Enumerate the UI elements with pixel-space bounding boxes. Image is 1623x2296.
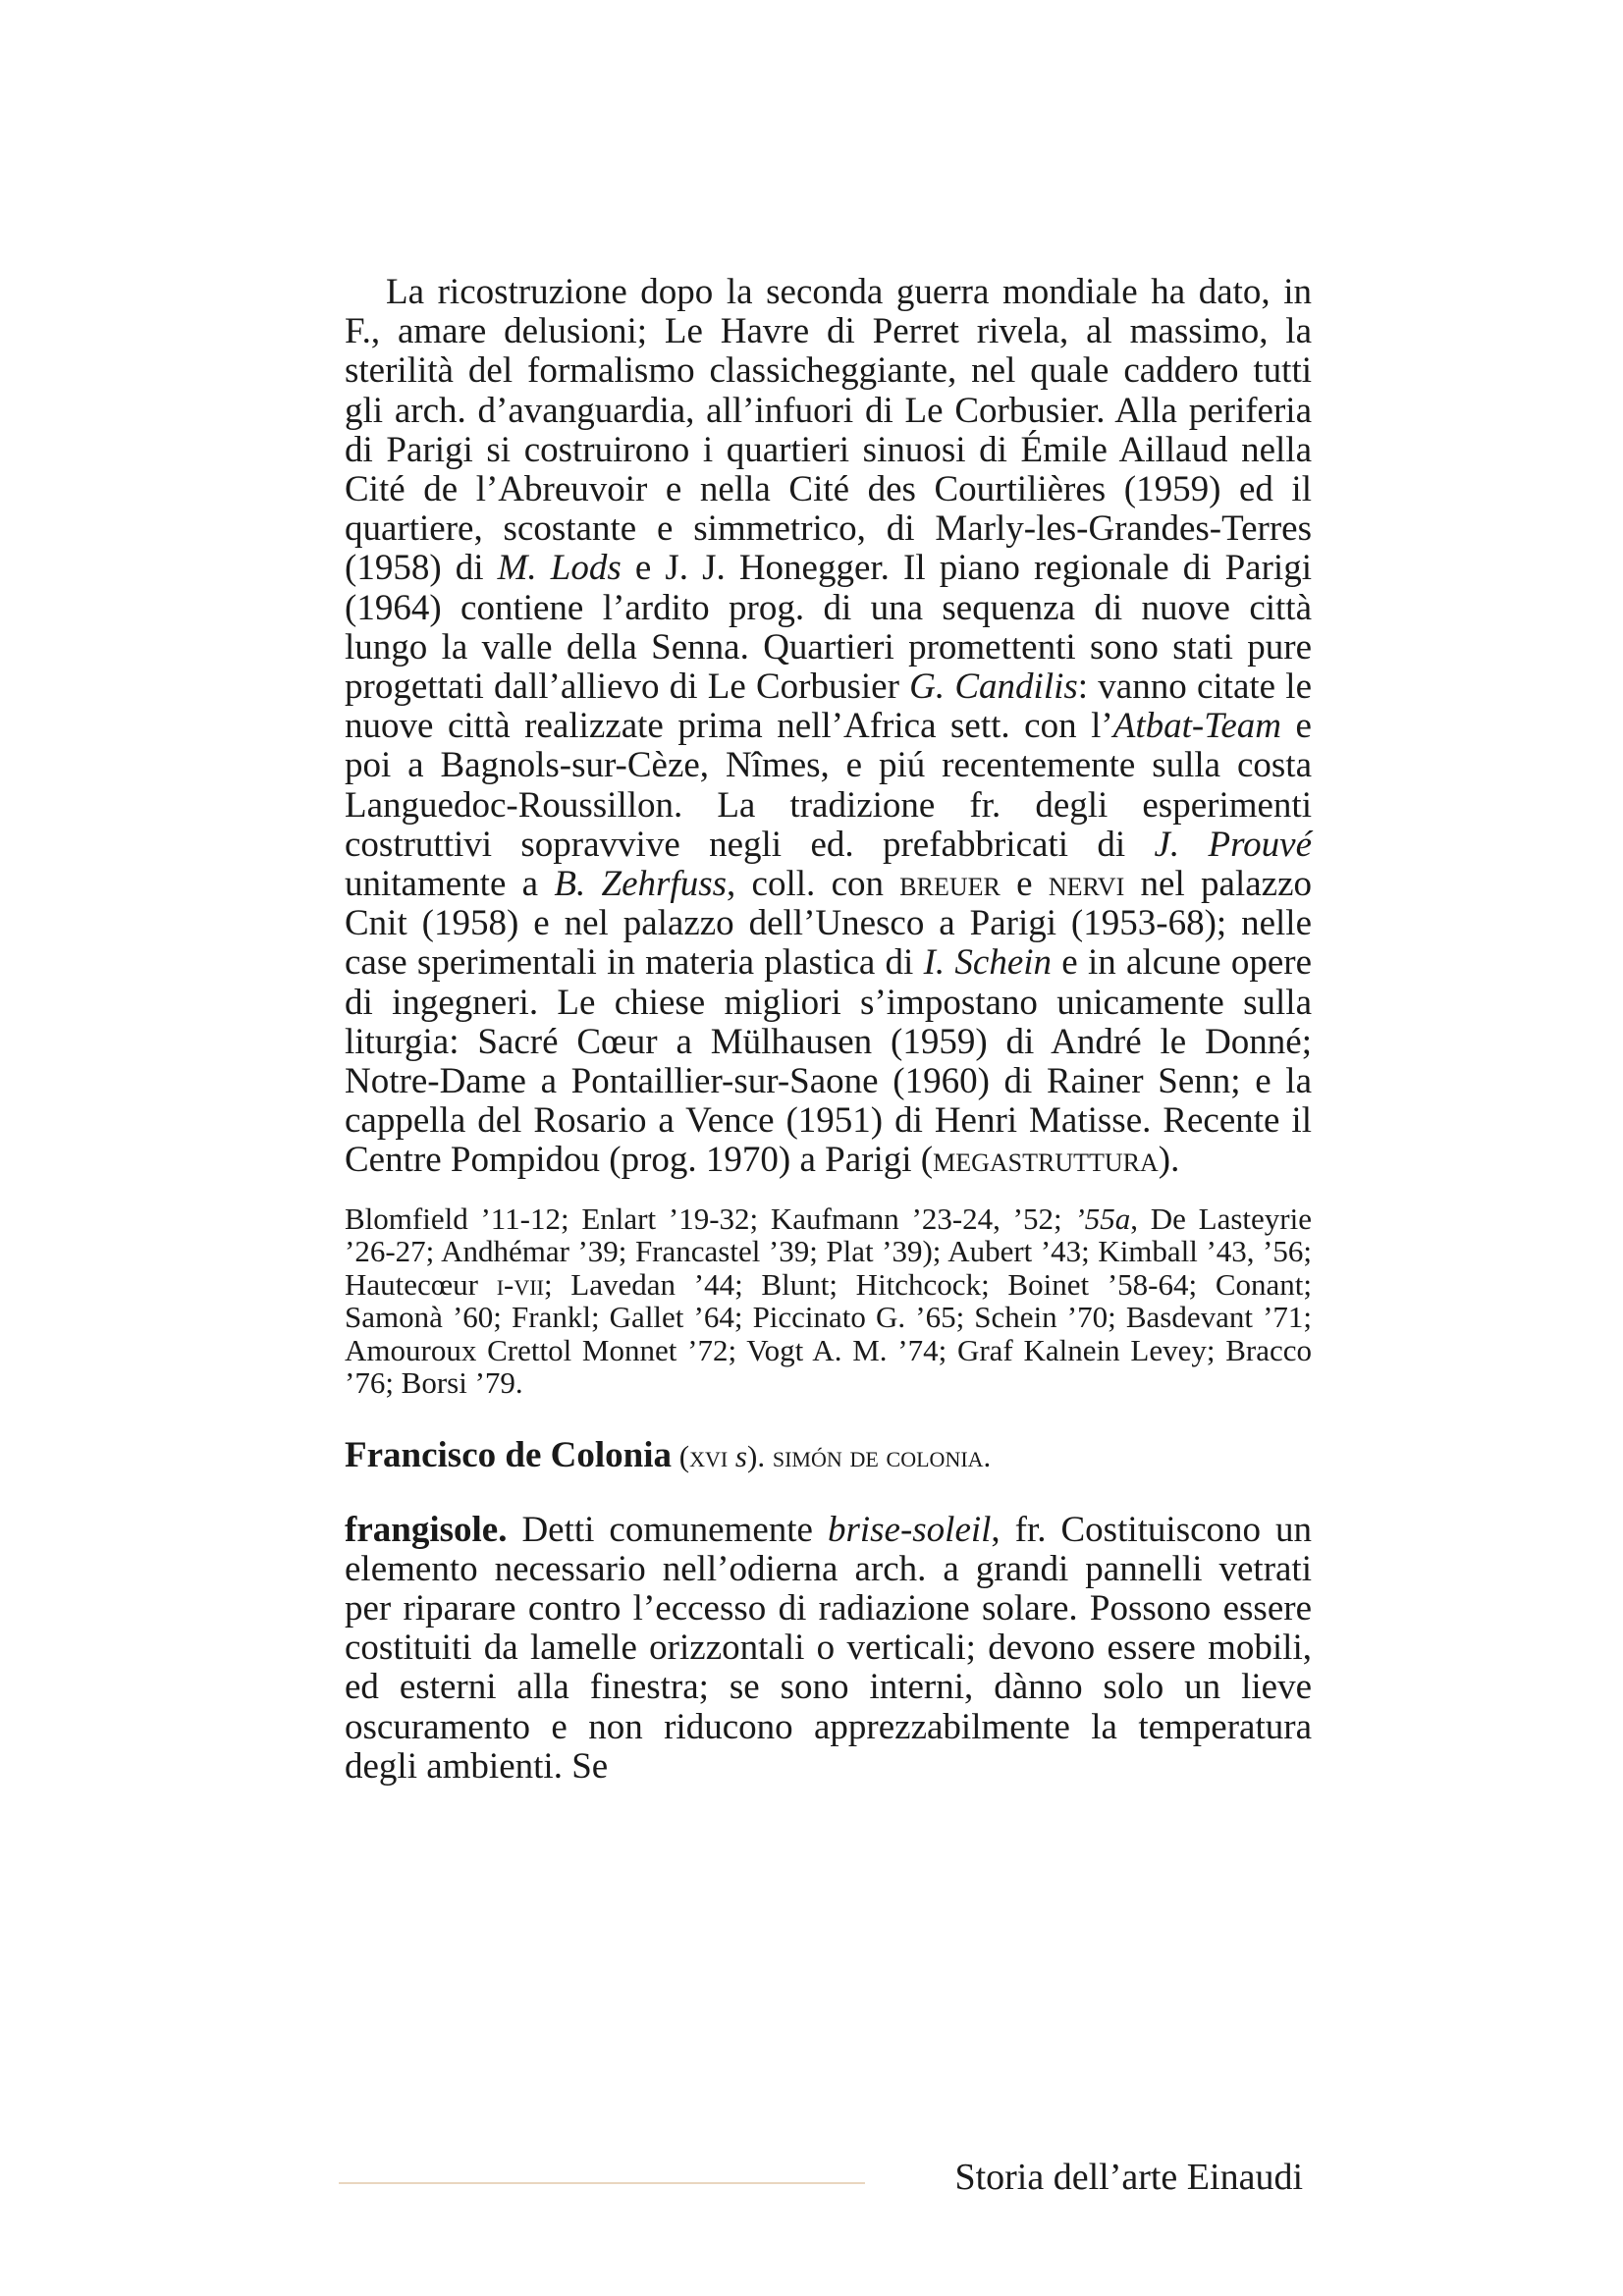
footer-title: Storia dell’arte Einaudi: [954, 2157, 1303, 2198]
architect-name: B. Zehrfuss: [554, 864, 728, 905]
text-run: ; Lavedan ’44; Blunt; Hitchcock; Boinet ’58-64; Conant; Samonà ’60; Frankl; Gallet ’64; Piccinato G. ’65; Schein ’70; Basdevant ’71; Amouroux Crettol Monnet ’72; Vogt A. M. ’74; Graf Kalnein Levey; Bracco ’76; Borsi ’79.: [345, 1266, 1312, 1401]
architect-name: J. Prouvé: [1154, 824, 1312, 865]
architect-name: I. Schein: [923, 942, 1053, 984]
foreign-term: brise-soleil: [827, 1509, 992, 1550]
text-run: Detti comunemente: [507, 1509, 828, 1550]
footer-rule: [339, 2182, 865, 2184]
text-run: : vanno citate le nuove città realizzate prima nell’Africa sett. con l’: [345, 667, 1313, 747]
architect-name: M. Lods: [497, 548, 622, 589]
text-run: e in alcune opere di ingegneri. Le chiese migliori s’impostano unicamente sulla liturgia: Sacré Cœur a Mülhausen (1959) di André le Donné; Notre-Dame a Pontaillier-sur-Saone (1960) di Rainer Senn; e la cappella del Rosario a Vence (1951) di Henri Matisse. Recente il Centre Pompidou (prog. 1970) a Parigi (: [345, 942, 1312, 1181]
cross-reference: breuer: [899, 864, 1001, 905]
text-run: nel palazzo Cnit (1958) e nel palazzo dell’Unesco a Parigi (1953-68); nelle case sperimentali in materia plastica di: [345, 864, 1313, 984]
century-suffix: s: [728, 1438, 747, 1473]
architect-name: Atbat-Team: [1112, 706, 1282, 747]
cross-reference: nervi: [1048, 864, 1125, 905]
entry-headword: frangisole.: [345, 1509, 508, 1550]
text-run: e: [1000, 864, 1049, 905]
entry-francisco-de-colonia: [345, 1434, 993, 1475]
text-run: , coll. con: [727, 864, 900, 905]
body-paragraph: [345, 273, 1312, 1181]
bibliography-italic: ’55a: [1074, 1201, 1131, 1236]
architect-name: G. Candilis: [909, 667, 1078, 708]
text-run: La ricostruzione dopo la seconda guerra mondiale ha dato, in F., amare delusioni; Le Havre di Perret rivela, al massimo, la sterilità del formalismo classicheggiante, nel quale caddero tutti gli arch. d’avanguardia, all’infuori di Le Corbusier. Alla periferia di Parigi si costruirono i quartieri sinuosi di Émile Aillaud nella Cité de l’Abreuvoir e nella Cité des Courtilières (1959) ed il quartiere, scostante e simmetrico, di Marly-les-Grandes-Terres (1958) di: [345, 272, 1312, 589]
text-run: e poi a Bagnols-sur-Cèze, Nîmes, e piú recentemente sulla costa Languedoc-Roussillon. La tradizione fr. degli esperimenti costruttivi sopravvive negli ed. prefabbricati di: [345, 706, 1312, 865]
century: xvi: [689, 1438, 729, 1473]
text-run: unitamente a: [345, 864, 555, 905]
volume-range: i-vii: [496, 1266, 544, 1302]
text-run: e J. J. Honegger. Il piano regionale di Parigi (1964) contiene l’ardito prog. di una sequenza di nuove città lungo la valle della Senna. Quartieri promettenti sono stati pure progettati dall’allievo di Le Corbusier: [345, 548, 1312, 708]
entry-headword: Francisco de Colonia: [345, 1434, 672, 1475]
text-column: [345, 273, 1312, 1787]
text-run: ).: [747, 1438, 773, 1473]
text-run: Blomfield ’11-12; Enlart ’19-32; Kaufmann ’23-24, ’52;: [345, 1201, 1075, 1236]
bibliography: [345, 1202, 1312, 1400]
text-run: .: [983, 1438, 992, 1473]
entry-frangisole: [345, 1511, 1312, 1787]
text-run: (: [671, 1438, 690, 1473]
cross-reference: simón de colonia: [772, 1438, 984, 1473]
text-run: , fr. Costituiscono un elemento necessario nell’odierna arch. a grandi pannelli vetrati per riparare contro l’eccesso di radiazione solare. Possono essere costituiti da lamelle orizzontali o verticali; devono essere mobili, ed esterni alla finestra; se sono interni, dànno solo un lieve oscuramento e non riducono apprezzabilmente la temperatura degli ambienti. Se: [345, 1509, 1313, 1787]
page-footer: [339, 2156, 1321, 2205]
cross-reference: megastruttura: [933, 1140, 1159, 1181]
text-run: ).: [1158, 1140, 1180, 1181]
text-run: , De Lasteyrie ’26-27; Andhémar ’39; Francastel ’39; Plat ’39); Aubert ’43; Kimball ’43, ’56; Hautecœur: [345, 1201, 1312, 1302]
